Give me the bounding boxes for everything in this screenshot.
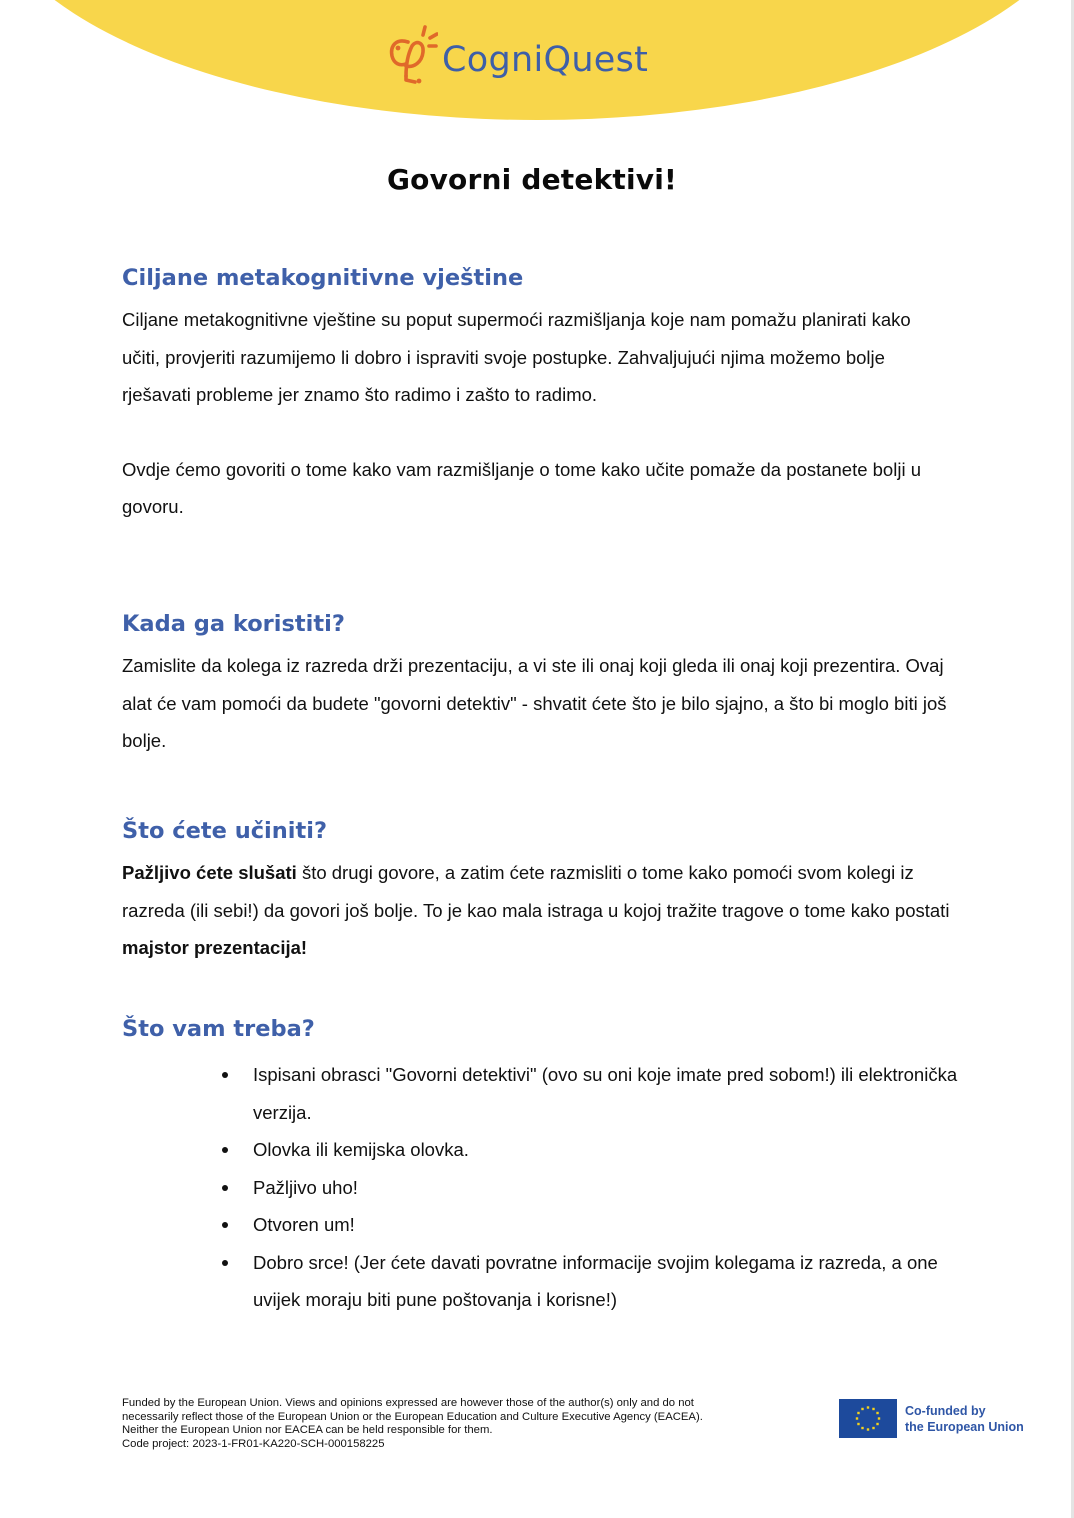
- list-item-text: Ispisani obrasci "Govorni detektivi" (ovo su oni koje imate pred sobom!) ili elektronička verzija.: [253, 1064, 958, 1123]
- section-paragraph: Ciljane metakognitivne vještine su poput supermoći razmišljanja koje nam pomažu planirati kako učiti, provjeriti razumijemo li dobro i ispraviti svoje postupke. Zahvaljujući njima možemo bolje rješavati probleme jer znamo što radimo i zašto to radimo.: [122, 309, 911, 405]
- eu-label: [905, 1403, 1024, 1435]
- eu-star-icon: [861, 1408, 863, 1410]
- section-when-to-use: [122, 609, 952, 760]
- section-heading: Što ćete učiniti?: [122, 818, 328, 844]
- bold-text: Pažljivo ćete slušati: [122, 862, 297, 883]
- project-code: Code project: 2023-1-FR01-KA220-SCH-000158225: [122, 1437, 385, 1450]
- bullet-icon: [222, 1072, 228, 1078]
- lightbulb-person-icon: [386, 24, 438, 86]
- logo-text: CogniQuest: [442, 40, 649, 80]
- list-item: [218, 1244, 958, 1319]
- disclaimer-line: necessarily reflect those of the European Union or the European Education and Culture Executive Agency (EACEA).: [122, 1410, 703, 1423]
- list-item: [218, 1206, 958, 1244]
- list-item: [218, 1131, 958, 1169]
- section-heading: Što vam treba?: [122, 1016, 315, 1042]
- list-item-text: Pažljivo uho!: [253, 1176, 358, 1198]
- eu-star-icon: [876, 1412, 878, 1414]
- eu-star-icon: [872, 1408, 874, 1410]
- bullet-icon: [222, 1222, 228, 1228]
- bold-text: majstor prezentacija!: [122, 937, 308, 958]
- list-item-text: Olovka ili kemijska olovka.: [253, 1139, 469, 1160]
- list-item-text: Otvoren um!: [253, 1214, 355, 1235]
- section-heading: Ciljane metakognitivne vještine: [122, 265, 524, 291]
- funding-disclaimer: [122, 1397, 832, 1451]
- bullet-icon: [222, 1147, 228, 1153]
- section-paragraph: [122, 854, 952, 967]
- list-item: [218, 1056, 958, 1131]
- eu-star-icon: [876, 1423, 878, 1425]
- cogniquest-logo: [386, 22, 648, 88]
- eu-star-icon: [867, 1428, 869, 1430]
- section-metacognitive-skills: [122, 263, 952, 526]
- eu-star-icon: [861, 1427, 863, 1429]
- section-paragraph: Zamislite da kolega iz razreda drži prezentaciju, a vi ste ili onaj koji gleda ili onaj koji prezentira. Ovaj alat će vam pomoći da budete "govorni detektiv" - shvatit ćete što je bilo sjajno, a što bi moglo biti još bolje.: [122, 655, 947, 751]
- bullet-icon: [222, 1185, 228, 1191]
- section-heading: Kada ga koristiti?: [122, 611, 345, 637]
- list-item: [218, 1169, 958, 1207]
- eu-cofunded-badge: [839, 1399, 1024, 1438]
- disclaimer-line: Funded by the European Union. Views and opinions expressed are however those of the author(s) only and do not: [122, 1397, 694, 1409]
- eu-star-icon: [867, 1406, 869, 1408]
- eu-flag-icon: [839, 1399, 897, 1438]
- eu-star-icon: [856, 1417, 858, 1419]
- eu-star-icon: [857, 1412, 859, 1414]
- bullet-icon: [222, 1260, 228, 1266]
- paragraph-text: što drugi govore, a zatim ćete razmisliti o tome kako pomoći svom kolegi iz razreda (ili sebi!) da govori još bolje. To je kao mala istraga u kojoj tražite tragove o tome kako postati: [122, 862, 950, 921]
- eu-star-icon: [878, 1417, 880, 1419]
- eu-label-line: the European Union: [905, 1419, 1024, 1434]
- disclaimer-line: Neither the European Union nor EACEA can be held responsible for them.: [122, 1424, 493, 1436]
- needs-list: [218, 1056, 958, 1319]
- page-title: Govorni detektivi!: [386, 163, 678, 196]
- section-what-you-need: [122, 1014, 952, 1044]
- eu-star-icon: [857, 1423, 859, 1425]
- eu-label-line: Co-funded by: [905, 1403, 986, 1418]
- list-item-text: Dobro srce! (Jer ćete davati povratne informacije svojim kolegama iz razreda, a one uvijek moraju biti pune poštovanja i korisne!): [253, 1251, 938, 1310]
- section-paragraph: Ovdje ćemo govoriti o tome kako vam razmišljanje o tome kako učite pomaže da postanete bolji u govoru.: [122, 458, 921, 517]
- eu-star-icon: [872, 1427, 874, 1429]
- section-what-you-will-do: [122, 816, 952, 967]
